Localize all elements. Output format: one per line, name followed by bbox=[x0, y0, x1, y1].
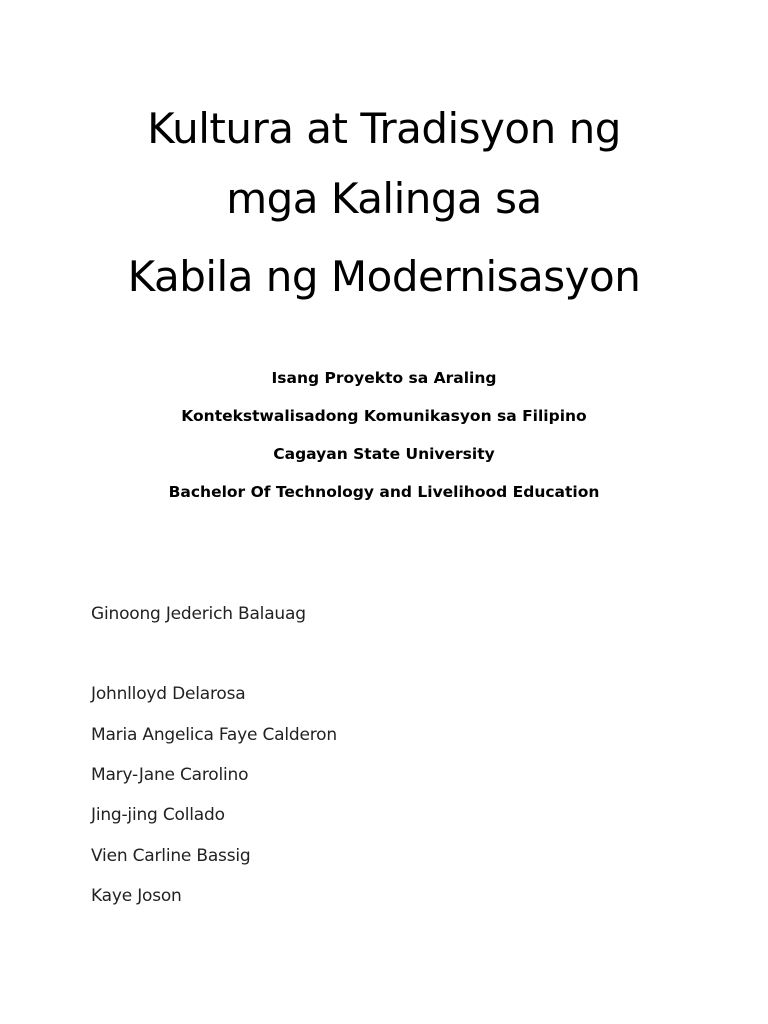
title-line-2: mga Kalinga sa bbox=[226, 174, 542, 223]
subtitle-project: Isang Proyekto sa Araling bbox=[271, 369, 497, 387]
member-name: Mary-Jane Carolino bbox=[91, 765, 249, 785]
adviser-name: Ginoong Jederich Balauag bbox=[91, 604, 306, 624]
member-name: Jing-jing Collado bbox=[91, 805, 225, 825]
subtitle-course: Kontekstwalisadong Komunikasyon sa Filipino bbox=[181, 407, 587, 425]
member-name: Maria Angelica Faye Calderon bbox=[91, 725, 337, 745]
member-name: Vien Carline Bassig bbox=[91, 846, 251, 866]
member-name: Kaye Joson bbox=[91, 886, 182, 906]
title-line-1: Kultura at Tradisyon ng bbox=[147, 104, 621, 153]
subtitle-university: Cagayan State University bbox=[273, 445, 495, 463]
subtitle-program: Bachelor Of Technology and Livelihood Education bbox=[168, 483, 600, 501]
member-name: Johnlloyd Delarosa bbox=[91, 684, 246, 704]
title-line-3: Kabila ng Modernisasyon bbox=[127, 252, 641, 301]
